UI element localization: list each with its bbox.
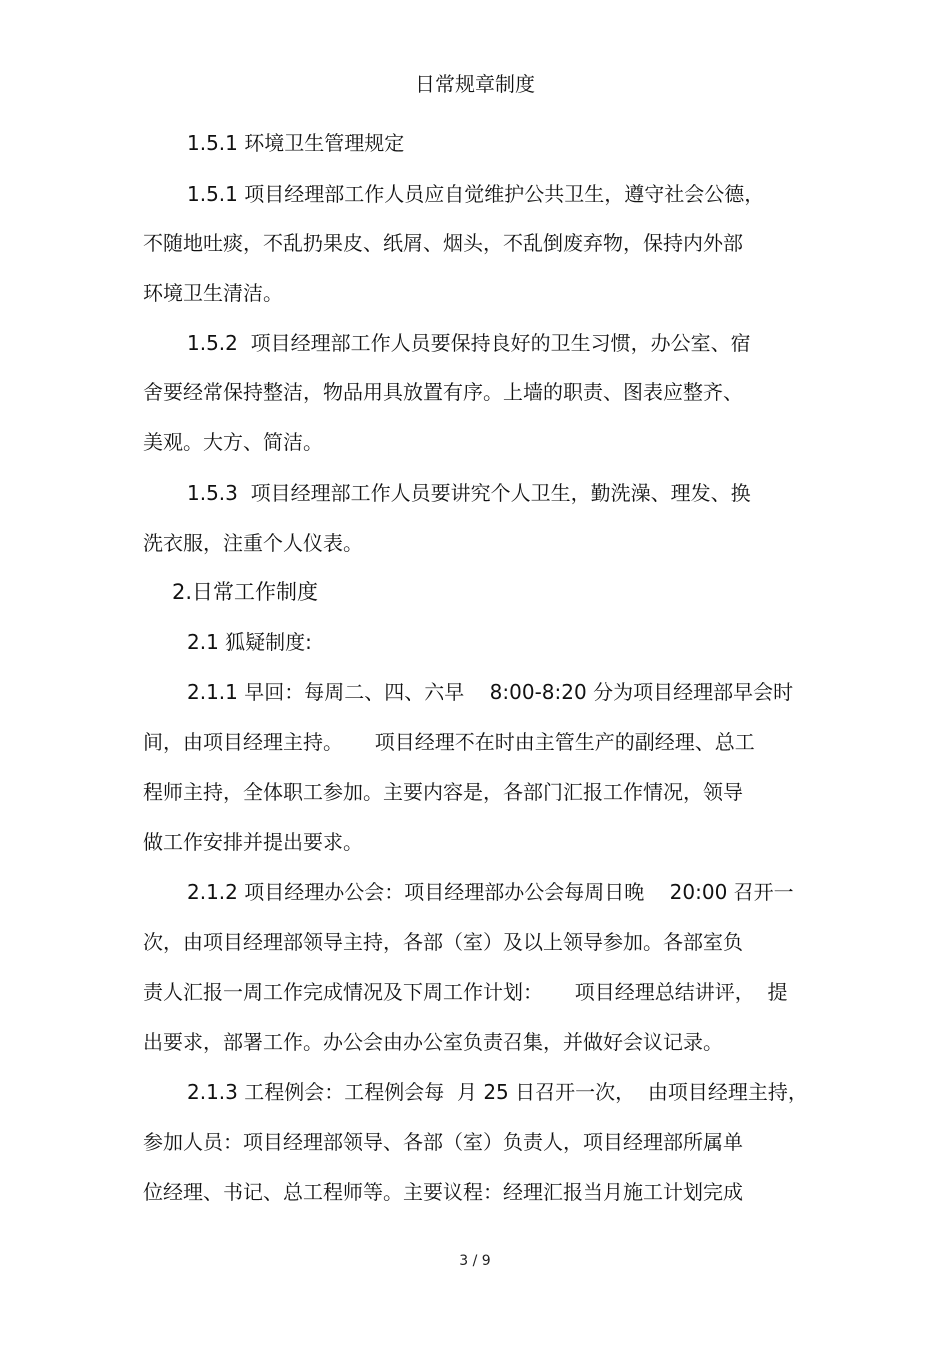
paragraph-line: 间，由项目经理主持。 项目经理不在时由主管生产的副经理、总工 xyxy=(143,730,755,754)
paragraph-line: 做工作安排并提出要求。 xyxy=(143,830,363,854)
subsection-heading-2-1: 2.1 狐疑制度: xyxy=(187,630,312,654)
paragraph-line: 次，由项目经理部领导主持，各部（室）及以上领导参加。各部室负 xyxy=(143,930,743,954)
paragraph-line: 2.1.3 工程例会：工程例会每 月 25 日召开一次， 由项目经理主持， xyxy=(187,1080,808,1104)
paragraph-line: 1.5.3 项目经理部工作人员要讲究个人卫生，勤洗澡、理发、换 xyxy=(187,481,751,505)
paragraph-line: 程师主持，全体职工参加。主要内容是，各部门汇报工作情况，领导 xyxy=(143,780,743,804)
section-heading-1-5-1: 1.5.1 环境卫生管理规定 xyxy=(187,131,405,155)
paragraph-line: 1.5.1 项目经理部工作人员应自觉维护公共卫生，遵守社会公德， xyxy=(187,182,765,206)
paragraph-line: 不随地吐痰，不乱扔果皮、纸屑、烟头，不乱倒废弃物，保持内外部 xyxy=(143,231,743,255)
paragraph-line: 2.1.2 项目经理办公会：项目经理部办公会每周日晚 20:00 召开一 xyxy=(187,880,794,904)
paragraph-line: 出要求，部署工作。办公会由办公室负责召集，并做好会议记录。 xyxy=(143,1030,723,1054)
document-title: 日常规章制度 xyxy=(415,72,535,96)
paragraph-line: 责人汇报一周工作完成情况及下周工作计划： 项目经理总结讲评， 提 xyxy=(143,980,788,1004)
paragraph-line: 参加人员：项目经理部领导、各部（室）负责人，项目经理部所属单 xyxy=(143,1130,743,1154)
paragraph-line: 1.5.2 项目经理部工作人员要保持良好的卫生习惯，办公室、宿 xyxy=(187,331,751,355)
paragraph-line: 位经理、书记、总工程师等。主要议程：经理汇报当月施工计划完成 xyxy=(143,1180,743,1204)
paragraph-line: 舍要经常保持整洁，物品用具放置有序。上墙的职责、图表应整齐、 xyxy=(143,380,743,404)
section-heading-2: 2.日常工作制度 xyxy=(172,580,319,604)
paragraph-line: 美观。大方、简洁。 xyxy=(143,430,323,454)
paragraph-line: 环境卫生清洁。 xyxy=(143,281,283,305)
paragraph-line: 2.1.1 早回：每周二、四、六早 8:00-8:20 分为项目经理部早会时 xyxy=(187,680,794,704)
page-number: 3 / 9 xyxy=(459,1253,491,1269)
paragraph-line: 洗衣服，注重个人仪表。 xyxy=(143,531,363,555)
